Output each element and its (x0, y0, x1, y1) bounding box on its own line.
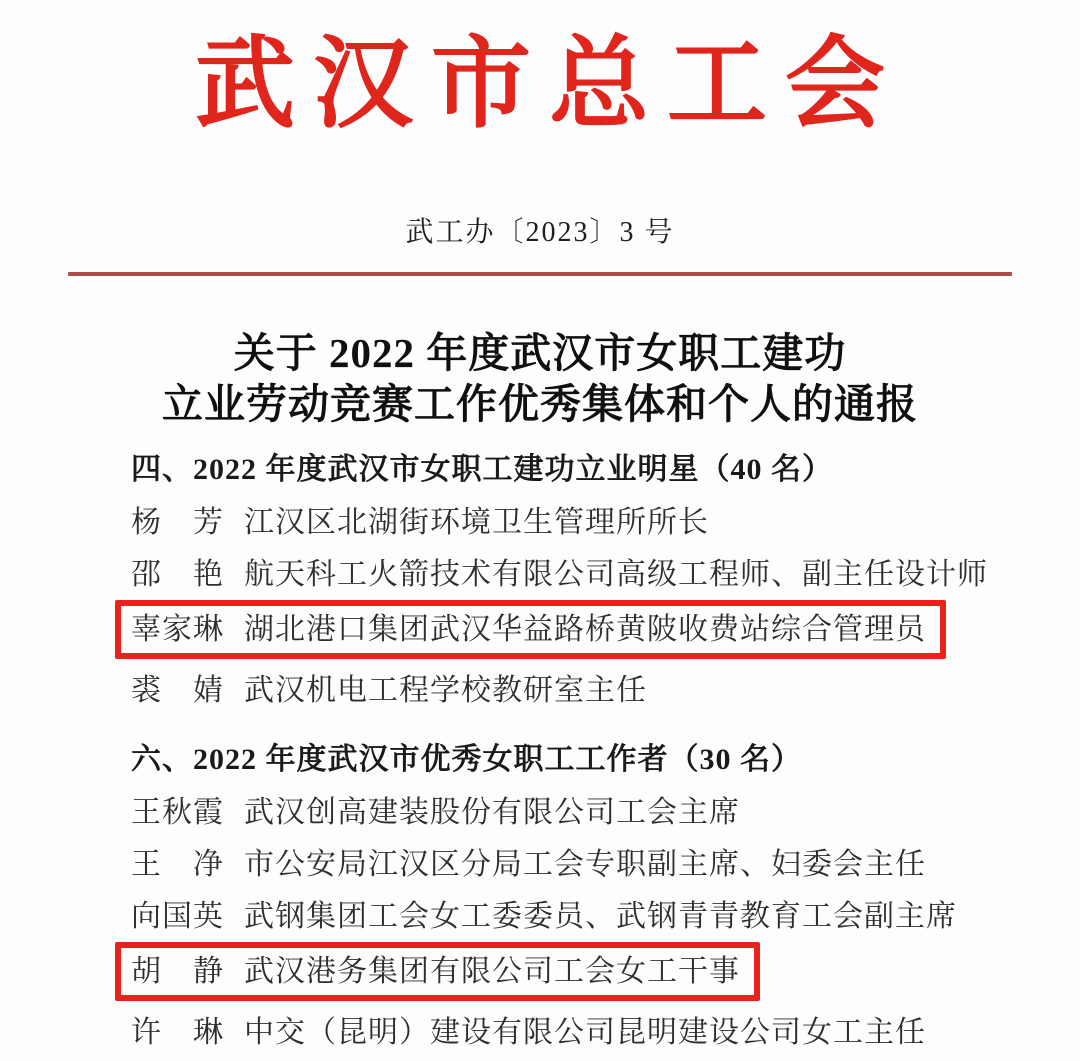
entry-row (131, 847, 1040, 882)
entry-row (131, 795, 1040, 830)
entry-title: 武汉港务集团有限公司工会女工干事 (244, 955, 740, 988)
red-divider-line (68, 272, 1012, 276)
entry-row-highlighted (115, 600, 946, 659)
entry-title: 武汉机电工程学校教研室主任 (244, 674, 647, 707)
doc-number: 武工办〔2023〕3 号 (405, 217, 675, 248)
entry-title: 中交（昆明）建设有限公司昆明建设公司女工主任 (244, 1016, 926, 1049)
document-section (131, 742, 1040, 1050)
entry-row-highlighted (115, 942, 760, 1001)
entry-title: 武钢集团工会女工委委员、武钢青青教育工会副主席 (244, 900, 957, 933)
entry-name: 辜家琳 (131, 613, 224, 646)
section-heading: 四、2022 年度武汉市女职工建功立业明星（40 名） (131, 453, 833, 486)
sections-container (0, 452, 1080, 1050)
entry-title: 武汉创高建装股份有限公司工会主席 (244, 796, 740, 829)
entry-name: 向国英 (131, 900, 224, 933)
doc-title (0, 328, 1080, 430)
entry-name: 许 琳 (131, 1016, 224, 1049)
section-heading: 六、2022 年度武汉市优秀女职工工作者（30 名） (131, 743, 802, 776)
org-header-title: 武汉市总工会 (195, 29, 903, 140)
document-section (131, 452, 1040, 708)
entry-title: 湖北港口集团武汉华益路桥黄陂收费站综合管理员 (244, 613, 926, 646)
entry-row (131, 557, 1040, 592)
doc-title-line1: 关于 2022 年度武汉市女职工建功 (233, 330, 847, 376)
entry-title: 航天科工火箭技术有限公司高级工程师、副主任设计师 (244, 558, 988, 591)
entry-name: 裘 婧 (131, 674, 224, 707)
entry-name: 王 净 (131, 848, 224, 881)
doc-title-line2: 立业劳动竞赛工作优秀集体和个人的通报 (162, 381, 918, 427)
entry-name: 杨 芳 (131, 506, 224, 539)
entry-row (131, 1015, 1040, 1050)
entry-name: 邵 艳 (131, 558, 224, 591)
entry-row (131, 899, 1040, 934)
entry-row (131, 505, 1040, 540)
section-entries (131, 795, 1040, 1050)
entry-name: 王秋霞 (131, 796, 224, 829)
entry-title: 江汉区北湖街环境卫生管理所所长 (244, 506, 709, 539)
entry-title: 市公安局江汉区分局工会专职副主席、妇委会主任 (244, 848, 926, 881)
entry-row (131, 673, 1040, 708)
entry-name: 胡 静 (131, 955, 224, 988)
section-entries (131, 505, 1040, 708)
